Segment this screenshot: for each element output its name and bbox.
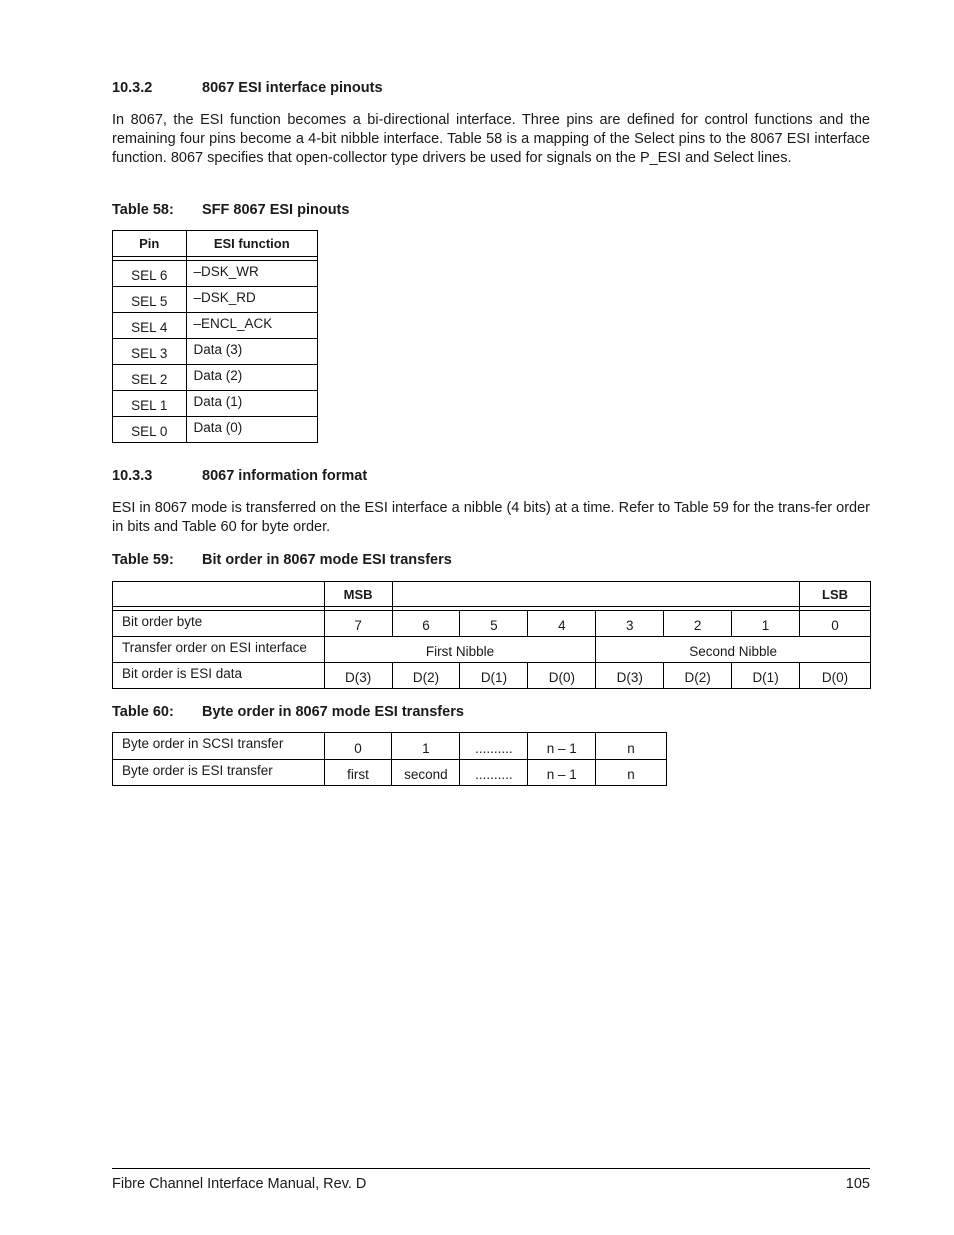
table-cell: n – 1 xyxy=(528,760,596,786)
table-cell: SEL 0 xyxy=(113,417,187,443)
table-cell: SEL 4 xyxy=(113,313,187,339)
table-cell: Transfer order on ESI interface xyxy=(113,637,325,663)
table-cell: D(0) xyxy=(528,663,596,689)
table-cell: SEL 5 xyxy=(113,287,187,313)
table-row xyxy=(113,733,667,760)
table-60-title: Byte order in 8067 mode ESI transfers xyxy=(202,704,464,720)
table-cell: 7 xyxy=(324,611,392,637)
table-58-title: SFF 8067 ESI pinouts xyxy=(202,202,350,218)
table-cell: 0 xyxy=(800,611,871,637)
table-60-number: Table 60: xyxy=(112,704,174,720)
table-cell: 1 xyxy=(732,611,800,637)
table-cell: n xyxy=(596,733,667,760)
table-cell: SEL 6 xyxy=(113,261,187,287)
table-row xyxy=(113,637,871,663)
section-heading-10-3-2 xyxy=(112,80,383,96)
table-row xyxy=(113,760,667,786)
paragraph-information-format: ESI in 8067 mode is transferred on the ESI interface a nibble (4 bits) at a time. Refer to Table 59 for the trans-fer order in bits and Table 60 for byte order. xyxy=(112,500,870,535)
table-row xyxy=(113,339,318,365)
table-cell: Byte order in SCSI transfer xyxy=(113,733,325,760)
table-cell: 5 xyxy=(460,611,528,637)
table-cell: 2 xyxy=(664,611,732,637)
table-cell: Bit order is ESI data xyxy=(113,663,325,689)
table-row xyxy=(113,391,318,417)
table-cell: –ENCL_ACK xyxy=(186,313,317,339)
table-row xyxy=(113,611,871,637)
table-cell: D(0) xyxy=(800,663,871,689)
table-header-esi-function: ESI function xyxy=(186,231,317,257)
paragraph-esi-interface: In 8067, the ESI function becomes a bi-directional interface. Three pins are defined for control functions and the remaining four pins become a 4-bit nibble interface. Table 58 is a mapping of the Select pins to the 8067 ESI interface function. 8067 specifies that open-collector type drivers be used for signals on the P_ESI and Select lines. xyxy=(112,112,870,166)
table-cell: second xyxy=(392,760,460,786)
table-cell: .......... xyxy=(460,760,528,786)
table-59 xyxy=(112,581,871,689)
table-header-lsb: LSB xyxy=(800,582,871,607)
section-title: 8067 ESI interface pinouts xyxy=(202,80,383,96)
table-cell: Data (2) xyxy=(186,365,317,391)
table-header-msb: MSB xyxy=(324,582,392,607)
section-number: 10.3.2 xyxy=(112,80,153,96)
table-cell: D(1) xyxy=(732,663,800,689)
table-cell: D(3) xyxy=(596,663,664,689)
table-59-caption xyxy=(112,552,452,568)
section-number: 10.3.3 xyxy=(112,468,153,484)
table-cell: first xyxy=(324,760,392,786)
table-cell: D(2) xyxy=(392,663,460,689)
table-row xyxy=(113,313,318,339)
table-header-pin: Pin xyxy=(113,231,187,257)
table-cell: 4 xyxy=(528,611,596,637)
table-cell: Byte order is ESI transfer xyxy=(113,760,325,786)
table-cell: 0 xyxy=(324,733,392,760)
table-cell: SEL 2 xyxy=(113,365,187,391)
table-cell: SEL 3 xyxy=(113,339,187,365)
table-cell: First Nibble xyxy=(324,637,596,663)
table-cell: Bit order byte xyxy=(113,611,325,637)
table-58 xyxy=(112,230,318,443)
table-cell: SEL 1 xyxy=(113,391,187,417)
table-58-number: Table 58: xyxy=(112,202,174,218)
table-cell: Data (0) xyxy=(186,417,317,443)
table-cell: .......... xyxy=(460,733,528,760)
table-cell: D(2) xyxy=(664,663,732,689)
table-cell: 6 xyxy=(392,611,460,637)
table-cell: –DSK_RD xyxy=(186,287,317,313)
table-cell: Data (1) xyxy=(186,391,317,417)
table-row xyxy=(113,287,318,313)
section-title: 8067 information format xyxy=(202,468,368,484)
table-row xyxy=(113,663,871,689)
table-row xyxy=(113,261,318,287)
table-header-blank-span xyxy=(392,582,799,607)
table-60-caption xyxy=(112,704,464,720)
table-row xyxy=(113,417,318,443)
table-cell: 3 xyxy=(596,611,664,637)
table-cell: Second Nibble xyxy=(596,637,871,663)
table-59-title: Bit order in 8067 mode ESI transfers xyxy=(202,552,452,568)
table-cell: D(1) xyxy=(460,663,528,689)
section-heading-10-3-3 xyxy=(112,468,367,484)
table-58-caption xyxy=(112,202,349,218)
page-number: 105 xyxy=(845,1176,870,1192)
table-cell: 1 xyxy=(392,733,460,760)
table-cell: D(3) xyxy=(324,663,392,689)
table-cell: n – 1 xyxy=(528,733,596,760)
table-cell: –DSK_WR xyxy=(186,261,317,287)
table-59-number: Table 59: xyxy=(112,552,174,568)
footer-divider xyxy=(112,1168,870,1169)
table-cell: Data (3) xyxy=(186,339,317,365)
table-header-blank xyxy=(113,582,325,607)
table-cell: n xyxy=(596,760,667,786)
footer-title: Fibre Channel Interface Manual, Rev. D xyxy=(112,1176,367,1192)
table-row xyxy=(113,365,318,391)
table-60 xyxy=(112,732,667,786)
